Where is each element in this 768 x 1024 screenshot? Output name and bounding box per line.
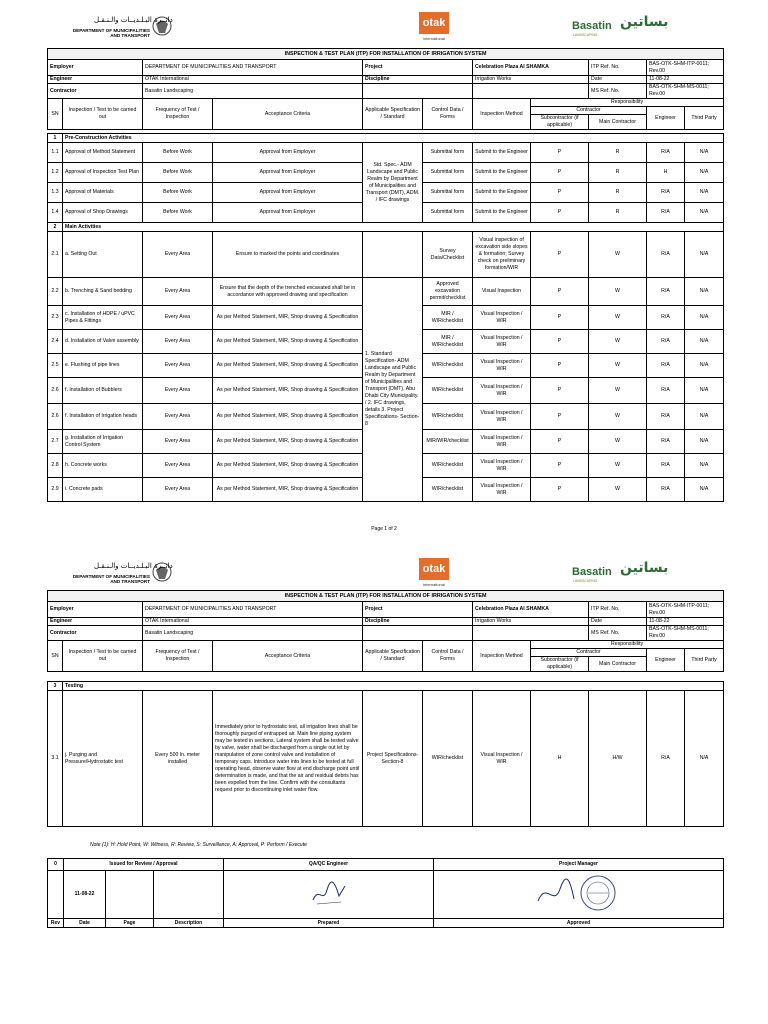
contractor-value: Basatin Landscaping xyxy=(143,626,363,641)
col-third-party: Third Party xyxy=(685,107,724,130)
row-main-contractor: W xyxy=(589,278,647,306)
row-control: WIR/checklist xyxy=(423,404,473,430)
basatin-logo-sub: LANDSCAPING xyxy=(573,579,598,583)
row-third-party: N/A xyxy=(685,330,724,354)
col-frequency: Frequency of Test / Inspection xyxy=(143,641,213,672)
row-frequency: Every Area xyxy=(143,278,213,306)
row-frequency: Every Area xyxy=(143,354,213,378)
row-main-contractor: W xyxy=(589,454,647,478)
itp-table-page-1 xyxy=(47,48,724,502)
row-method: Submit to the Engineer xyxy=(473,203,531,223)
row-main-contractor: W xyxy=(589,306,647,330)
date-value: 11-08-22 xyxy=(647,76,724,84)
row-frequency: Every Area xyxy=(143,378,213,404)
row-engineer: R/A xyxy=(647,203,685,223)
signoff-desc-label: Description xyxy=(154,919,224,928)
row-control: WIR/checklist xyxy=(423,454,473,478)
itp-ref-value: BAS-OTK-SHM-ITP-0011; Rev.00 xyxy=(647,602,724,618)
row-control: Submittal form xyxy=(423,203,473,223)
col-inspection: Inspection / Test to be carried out xyxy=(63,99,143,130)
otak-logo: otak xyxy=(419,558,449,580)
row-item: i. Concrete pads xyxy=(63,478,143,502)
col-third-party: Third Party xyxy=(685,649,724,672)
row-third-party: N/A xyxy=(685,378,724,404)
row-main-contractor: W xyxy=(589,378,647,404)
signoff-table xyxy=(47,858,724,928)
employer-value: DEPARTMENT OF MUNICIPALITIES AND TRANSPORT xyxy=(143,60,363,76)
col-frequency: Frequency of Test / Inspection xyxy=(143,99,213,130)
col-responsibility: Responsibility xyxy=(531,641,724,649)
document-title: INSPECTION & TEST PLAN (ITP) FOR INSTALLATION OF IRRIGATION SYSTEM xyxy=(48,591,724,602)
row-item: f. Installation of Irrigation heads xyxy=(63,404,143,430)
row-sn: 2.7 xyxy=(48,430,63,454)
row-item: Approval of Shop Drawings xyxy=(63,203,143,223)
row-engineer: R/A xyxy=(647,378,685,404)
date-value: 11-08-22 xyxy=(647,618,724,626)
row-sn: 2.2 xyxy=(48,278,63,306)
legend-note: Note (1): H: Hold Point, W: Witness, R: Review, S: Surveillance, A: Approval, P: Perform / Execute xyxy=(90,842,307,848)
dmt-arabic-name: دائــرة البـلـديــات والـنـقـل xyxy=(94,16,173,24)
date-label: Date xyxy=(589,76,647,84)
row-item: c. Installation of HDPE / uPVC Pipes & Fittings xyxy=(63,306,143,330)
row-control: WIR/checklist xyxy=(423,378,473,404)
row-third-party: N/A xyxy=(685,691,724,827)
row-control: Submittal form xyxy=(423,143,473,163)
row-sn: 2.9 xyxy=(48,478,63,502)
row-third-party: N/A xyxy=(685,430,724,454)
qa-signature xyxy=(224,871,434,919)
row-spec: Project Specifications- Section-8 xyxy=(363,691,423,827)
row-item: Approval of Method Statement xyxy=(63,143,143,163)
signoff-pm-label: Project Manager xyxy=(434,859,724,871)
table-row xyxy=(48,691,724,827)
row-sn: 2.6 xyxy=(48,378,63,404)
col-inspection: Inspection / Test to be carried out xyxy=(63,641,143,672)
row-subcontractor: P xyxy=(531,278,589,306)
row-acceptance: As per Method Statement, MIR, Shop drawing & Specification xyxy=(213,430,363,454)
row-main-contractor: H/W xyxy=(589,691,647,827)
contractor-value: Basatin Landscaping xyxy=(143,84,363,99)
row-control: MIR/WIR/checklist xyxy=(423,430,473,454)
itp-page-2 xyxy=(0,548,768,1024)
discipline-label: Discipline xyxy=(363,618,473,626)
row-acceptance: Immediately prior to hydrostatic test, all irrigation lines shall be thoroughly purged of entrapped air. Main line piping system may be tested in sections. Lateral system shall be tested valve by valve, water shall be discharged from a single out let by manipulation of zone control valve and installation of temporary caps. Introduce water into lines to be tested at full operating head, observe water flow at end discharge point until determination is made, and that the air and residual debris has been expelled from the line. Confirm with the consultants request prior to discontinuing inlet water flow. xyxy=(213,691,363,827)
row-main-contractor: W xyxy=(589,404,647,430)
row-third-party: N/A xyxy=(685,278,724,306)
col-acceptance: Acceptance Criteria xyxy=(213,99,363,130)
engineer-value: OTAK International xyxy=(143,618,363,626)
row-engineer: R/A xyxy=(647,232,685,278)
row-engineer: R/A xyxy=(647,454,685,478)
row-sn: 1.4 xyxy=(48,203,63,223)
ms-ref-label: MS Ref. No. xyxy=(589,626,647,641)
row-acceptance: As per Method Statement, MIR, Shop drawing & Specification xyxy=(213,404,363,430)
itp-ref-label: ITP Ref. No. xyxy=(589,60,647,76)
row-control: Survey Data/Checklist xyxy=(423,232,473,278)
row-item: b. Trenching & Sand bedding xyxy=(63,278,143,306)
stamp-icon xyxy=(534,871,624,915)
row-subcontractor: P xyxy=(531,330,589,354)
row-main-contractor: W xyxy=(589,232,647,278)
row-control: WIR/checklist xyxy=(423,354,473,378)
col-engineer: Engineer xyxy=(647,107,685,130)
row-acceptance: As per Method Statement, MIR, Shop drawing & Specification xyxy=(213,354,363,378)
row-sn: 2.6 xyxy=(48,404,63,430)
employer-value: DEPARTMENT OF MUNICIPALITIES AND TRANSPORT xyxy=(143,602,363,618)
row-engineer: R/A xyxy=(647,404,685,430)
row-third-party: N/A xyxy=(685,183,724,203)
ms-ref-value: BAS-OTK-SHM-MS-0011; Rev.00 xyxy=(647,626,724,641)
table-row xyxy=(48,232,724,278)
section-3-number: 3 xyxy=(48,682,63,691)
row-main-contractor: W xyxy=(589,478,647,502)
col-main-contractor: Main Contractor xyxy=(589,115,647,130)
row-method: Submit to the Engineer xyxy=(473,143,531,163)
row-subcontractor: P xyxy=(531,430,589,454)
row-subcontractor: P xyxy=(531,454,589,478)
row-acceptance: Ensure that the depth of the trenched excavated shall be in accordance with approved drawing and specification xyxy=(213,278,363,306)
row-item: Approval of Materials xyxy=(63,183,143,203)
page-number: Page 1 of 2 xyxy=(371,526,397,532)
row-acceptance: As per Method Statement, MIR, Shop drawing & Specification xyxy=(213,478,363,502)
row-third-party: N/A xyxy=(685,404,724,430)
row-main-contractor: W xyxy=(589,354,647,378)
row-control: WIR/checklist xyxy=(423,478,473,502)
signoff-approved-label: Approved xyxy=(434,919,724,928)
employer-label: Employer xyxy=(48,602,143,618)
col-applicable: Applicable Specification / Standard xyxy=(363,641,423,672)
row-spec: 1. Standard Specification- ADM Landscape and Public Realm by Department of Municipalities and Transport (DMT), Abu Dhabi City Municipality. / 2. IFC drawings, details 3. Project Specifications- Section-8 xyxy=(363,278,423,502)
row-engineer: R/A xyxy=(647,306,685,330)
signoff-page-label: Page xyxy=(106,919,154,928)
row-method: Visual Inspection / WIR xyxy=(473,354,531,378)
row-acceptance: Approval from Employer xyxy=(213,163,363,183)
row-item: g. Installation of Irrigation Control System xyxy=(63,430,143,454)
row-subcontractor: P xyxy=(531,306,589,330)
basatin-logo-ar: بساتين xyxy=(620,560,669,576)
row-sn: 1.1 xyxy=(48,143,63,163)
engineer-value: OTAK International xyxy=(143,76,363,84)
row-main-contractor: R xyxy=(589,143,647,163)
row-method: Visual Inspection / WIR xyxy=(473,454,531,478)
row-subcontractor: P xyxy=(531,203,589,223)
row-item: j. Purging and Pressure/Hydrostatic test xyxy=(63,691,143,827)
row-acceptance: As per Method Statement, MIR, Shop drawing & Specification xyxy=(213,454,363,478)
row-sn: 1.2 xyxy=(48,163,63,183)
row-acceptance: As per Method Statement, MIR, Shop drawing & Specification xyxy=(213,378,363,404)
row-third-party: N/A xyxy=(685,203,724,223)
pm-signature-stamp xyxy=(434,871,724,919)
discipline-label: Discipline xyxy=(363,76,473,84)
signoff-qa-label: QA/QC Engineer xyxy=(224,859,434,871)
itp-ref-value: BAS-OTK-SHM-ITP-0011; Rev.00 xyxy=(647,60,724,76)
row-third-party: N/A xyxy=(685,232,724,278)
engineer-label: Engineer xyxy=(48,76,143,84)
col-contractor: Contractor xyxy=(531,649,647,657)
row-method: Visual Inspection / WIR xyxy=(473,430,531,454)
row-item: e. Flushing of pipe lines xyxy=(63,354,143,378)
row-engineer: R/A xyxy=(647,278,685,306)
row-frequency: Before Work xyxy=(143,203,213,223)
ms-ref-label: MS Ref. No. xyxy=(589,84,647,99)
row-third-party: N/A xyxy=(685,143,724,163)
col-responsibility: Responsibility xyxy=(531,99,724,107)
row-third-party: N/A xyxy=(685,354,724,378)
section-1-number: 1 xyxy=(48,134,63,143)
itp-ref-label: ITP Ref. No. xyxy=(589,602,647,618)
dmt-english-name: DEPARTMENT OF MUNICIPALITIES AND TRANSPORT xyxy=(72,28,150,39)
row-subcontractor: P xyxy=(531,232,589,278)
row-engineer: H xyxy=(647,163,685,183)
row-frequency: Before Work xyxy=(143,183,213,203)
row-control: Approved excavation permit/checklist xyxy=(423,278,473,306)
col-control: Control Data / Forms xyxy=(423,99,473,130)
col-applicable: Applicable Specification / Standard xyxy=(363,99,423,130)
col-main-contractor: Main Contractor xyxy=(589,657,647,672)
basatin-logo-ar: بساتين xyxy=(620,14,669,30)
row-control: Submittal form xyxy=(423,163,473,183)
row-acceptance: Approval from Employer xyxy=(213,143,363,163)
signoff-rev-label: Rev xyxy=(48,919,64,928)
row-control: Submittal form xyxy=(423,183,473,203)
row-item: Approval of Inspection Test Plan xyxy=(63,163,143,183)
row-method: Visual Inspection / WIR xyxy=(473,478,531,502)
row-main-contractor: R xyxy=(589,183,647,203)
project-value: Celebration Plaza Al SHAMKA xyxy=(473,602,589,618)
row-engineer: R/A xyxy=(647,330,685,354)
row-sn: 3.1 xyxy=(48,691,63,827)
row-sn: 1.3 xyxy=(48,183,63,203)
section-3-title: Testing xyxy=(63,682,724,691)
signoff-rev-value: 0 xyxy=(48,859,64,871)
row-method: Submit to the Engineer xyxy=(473,163,531,183)
dmt-english-name: DEPARTMENT OF MUNICIPALITIES AND TRANSPORT xyxy=(72,574,150,585)
project-label: Project xyxy=(363,602,473,618)
row-main-contractor: R xyxy=(589,203,647,223)
col-sn: SN xyxy=(48,641,63,672)
date-label: Date xyxy=(589,618,647,626)
section-1-title: Pre-Construction Activities xyxy=(63,134,724,143)
section-2-number: 2 xyxy=(48,223,63,232)
dmt-arabic-name: دائــرة البـلـديــات والـنـقـل xyxy=(94,562,173,570)
row-engineer: R/A xyxy=(647,354,685,378)
row-subcontractor: H xyxy=(531,691,589,827)
basatin-logo-en: Basatin xyxy=(572,566,612,578)
row-acceptance: As per Method Statement, MIR, Shop drawing & Specification xyxy=(213,306,363,330)
discipline-value: Irrigation Works xyxy=(473,76,589,84)
otak-logo-sub: international xyxy=(423,582,445,587)
row-engineer: R/A xyxy=(647,183,685,203)
row-third-party: N/A xyxy=(685,163,724,183)
row-third-party: N/A xyxy=(685,306,724,330)
col-engineer: Engineer xyxy=(647,649,685,672)
row-main-contractor: W xyxy=(589,330,647,354)
row-method: Visual Inspection / WIR xyxy=(473,306,531,330)
row-method: Visual Inspection xyxy=(473,278,531,306)
row-subcontractor: P xyxy=(531,163,589,183)
project-value: Celebration Plaza Al SHAMKA xyxy=(473,60,589,76)
row-acceptance: Approval from Employer xyxy=(213,203,363,223)
row-control: WIR/checklist xyxy=(423,691,473,827)
project-label: Project xyxy=(363,60,473,76)
col-subcontractor: Subcontractor (if applicable) xyxy=(531,115,589,130)
row-item: h. Concrete works xyxy=(63,454,143,478)
col-contractor: Contractor xyxy=(531,107,647,115)
row-frequency: Every Area xyxy=(143,232,213,278)
row-item: d. Installation of Valve assembly xyxy=(63,330,143,354)
row-method: Visual Inspection / WIR xyxy=(473,404,531,430)
row-subcontractor: P xyxy=(531,143,589,163)
otak-logo: otak xyxy=(419,12,449,34)
row-engineer: R/A xyxy=(647,143,685,163)
row-acceptance: Ensure to marked the points and coordinates xyxy=(213,232,363,278)
contractor-label: Contractor xyxy=(48,84,143,99)
row-main-contractor: R xyxy=(589,163,647,183)
col-sn: SN xyxy=(48,99,63,130)
row-subcontractor: P xyxy=(531,404,589,430)
col-method: Inspection Method xyxy=(473,99,531,130)
contractor-label: Contractor xyxy=(48,626,143,641)
row-acceptance: As per Method Statement, MIR, Shop drawing & Specification xyxy=(213,330,363,354)
document-title: INSPECTION & TEST PLAN (ITP) FOR INSTALLATION OF IRRIGATION SYSTEM xyxy=(48,49,724,60)
row-third-party: N/A xyxy=(685,454,724,478)
row-subcontractor: P xyxy=(531,183,589,203)
signoff-issued: Issued for Review / Approval xyxy=(64,859,224,871)
row-main-contractor: W xyxy=(589,430,647,454)
row-subcontractor: P xyxy=(531,378,589,404)
row-subcontractor: P xyxy=(531,478,589,502)
employer-label: Employer xyxy=(48,60,143,76)
basatin-logo-en: Basatin xyxy=(572,20,612,32)
signoff-date-label: Date xyxy=(64,919,106,928)
col-acceptance: Acceptance Criteria xyxy=(213,641,363,672)
table-row xyxy=(48,143,724,163)
row-frequency: Every 500 ln. meter installed xyxy=(143,691,213,827)
basatin-logo-sub: LANDSCAPING xyxy=(573,33,598,37)
discipline-value: Irrigation Works xyxy=(473,618,589,626)
row-sn: 2.5 xyxy=(48,354,63,378)
row-control: MIR / WIR/checklist xyxy=(423,330,473,354)
itp-table-page-2 xyxy=(47,590,724,827)
row-frequency: Before Work xyxy=(143,143,213,163)
row-control: MIR / WIR/checklist xyxy=(423,306,473,330)
otak-logo-sub: international xyxy=(423,36,445,41)
col-control: Control Data / Forms xyxy=(423,641,473,672)
signoff-prepared-label: Prepared xyxy=(224,919,434,928)
row-subcontractor: P xyxy=(531,354,589,378)
row-sn: 2.8 xyxy=(48,454,63,478)
row-frequency: Every Area xyxy=(143,404,213,430)
col-method: Inspection Method xyxy=(473,641,531,672)
row-sn: 2.4 xyxy=(48,330,63,354)
row-acceptance: Approval from Employer xyxy=(213,183,363,203)
ms-ref-value: BAS-OTK-SHM-MS-0011; Rev.00 xyxy=(647,84,724,99)
row-method: Visual Inspection / WIR xyxy=(473,378,531,404)
row-third-party: N/A xyxy=(685,478,724,502)
row-method: Submit to the Engineer xyxy=(473,183,531,203)
row-method: Visual Inspection / WIR xyxy=(473,691,531,827)
signature-icon xyxy=(309,878,349,908)
signoff-date-value: 11-08-22 xyxy=(64,871,106,919)
row-frequency: Every Area xyxy=(143,454,213,478)
row-frequency: Before Work xyxy=(143,163,213,183)
row-spec-blank xyxy=(363,232,423,278)
row-frequency: Every Area xyxy=(143,306,213,330)
row-engineer: R/A xyxy=(647,478,685,502)
row-sn: 2.3 xyxy=(48,306,63,330)
col-subcontractor: Subcontractor (if applicable) xyxy=(531,657,589,672)
row-engineer: R/A xyxy=(647,430,685,454)
row-item: f. Installation of Bubblers xyxy=(63,378,143,404)
row-method: Visual inspection of excavation side slopes & formation; Survey check on preliminary formation/WIR xyxy=(473,232,531,278)
table-row xyxy=(48,278,724,306)
section-2-title: Main Activities xyxy=(63,223,724,232)
row-sn: 2.1 xyxy=(48,232,63,278)
row-item: a. Setting Out xyxy=(63,232,143,278)
row-frequency: Every Area xyxy=(143,478,213,502)
row-engineer: R/A xyxy=(647,691,685,827)
row-spec: Std. Spec.- ADM Landscape and Public Realm by Department of Municipalities and Transport (DMT), ADM. / IFC drawings xyxy=(363,143,423,223)
row-frequency: Every Area xyxy=(143,430,213,454)
engineer-label: Engineer xyxy=(48,618,143,626)
row-frequency: Every Area xyxy=(143,330,213,354)
row-method: Visual Inspection / WIR xyxy=(473,330,531,354)
